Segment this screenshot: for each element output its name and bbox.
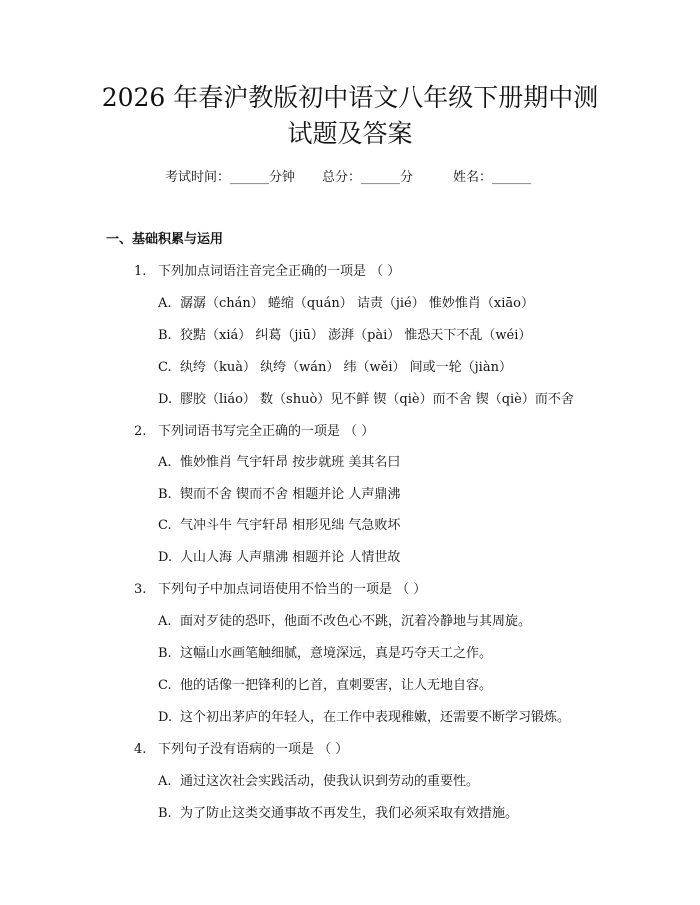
option-text: 面对歹徒的恐吓，他面不改色心不跳，沉着冷静地与其周旋。 (180, 614, 532, 629)
option-letter: D. (158, 710, 173, 725)
option-letter: B. (158, 646, 172, 661)
option-letter: C. (158, 360, 172, 375)
total-score-label: 总分：______分 (322, 170, 414, 185)
option-letter: D. (158, 550, 173, 565)
option-text: 这个初出茅庐的年轻人，在工作中表现稚嫩，还需要不断学习锻炼。 (180, 710, 571, 725)
option-letter: B. (158, 487, 172, 502)
option-letter: B. (158, 806, 172, 821)
question-4-option-b (158, 804, 518, 824)
question-number: 1. (134, 264, 147, 279)
option-text: 狡黠（xiá） 纠葛（jiū） 澎湃（pài） 惟恐天下不乱（wéi） (180, 328, 532, 343)
option-text: 锲而不舍 锲而不舍 相题并论 人声鼎沸 (180, 487, 401, 502)
student-name-label: 姓名：______ (453, 170, 532, 185)
question-3-option-d (158, 708, 570, 728)
question-number: 2. (134, 424, 147, 439)
question-1-option-a (158, 294, 534, 314)
question-4 (134, 740, 348, 760)
option-text: 这幅山水画笔触细腻，意境深远，真是巧夺天工之作。 (180, 646, 493, 661)
question-text: 下列句子没有语病的一项是 （ ） (158, 742, 349, 757)
page-title-line-2: 试题及答案 (287, 119, 413, 148)
option-letter: B. (158, 328, 172, 343)
option-text: 通过这次社会实践活动，使我认识到劳动的重要性。 (180, 774, 480, 789)
question-3-option-b (158, 644, 492, 664)
question-1 (134, 262, 400, 282)
question-4-option-a (158, 772, 479, 792)
option-letter: A. (158, 614, 172, 629)
question-1-option-d (158, 390, 574, 410)
option-text: 人山人海 人声鼎沸 相题并论 人情世故 (180, 550, 401, 565)
question-2-option-c (158, 516, 400, 536)
question-text: 下列句子中加点词语使用不恰当的一项是 （ ） (158, 582, 427, 597)
option-text: 惟妙惟肖 气宇轩昂 按步就班 美其名曰 (180, 455, 401, 470)
question-3-option-a (158, 612, 531, 632)
option-letter: A. (158, 296, 172, 311)
option-text: 他的话像一把锋利的匕首，直刺要害，让人无地自容。 (180, 678, 493, 693)
question-2 (134, 422, 374, 442)
question-2-option-b (158, 485, 400, 505)
question-1-option-c (158, 358, 512, 378)
page-title-line-1: 2026 年春沪教版初中语文八年级下册期中测 (101, 83, 599, 112)
question-text: 下列词语书写完全正确的一项是 （ ） (158, 424, 375, 439)
exam-time-label: 考试时间：______分钟 (165, 170, 296, 185)
question-text: 下列加点词语注音完全正确的一项是 （ ） (158, 264, 401, 279)
option-text: 膠胶（liáo） 数（shuò）见不鲜 锲（qiè）而不舍 锲（qiè）而不舍 (180, 392, 574, 407)
option-text: 气冲斗牛 气宇轩昂 相形见绌 气急败坏 (180, 518, 401, 533)
question-3-option-c (158, 676, 492, 696)
option-letter: A. (158, 774, 172, 789)
option-letter: C. (158, 678, 172, 693)
option-text: 为了防止这类交通事故不再发生，我们必须采取有效措施。 (180, 806, 519, 821)
section-heading-basics: 一、基础积累与运用 (106, 232, 224, 247)
question-1-option-b (158, 326, 531, 346)
option-letter: A. (158, 455, 172, 470)
question-2-option-a (158, 453, 400, 473)
option-text: 纨绔（kuà） 纨绔（wán） 纬（wěi） 间或一轮（jiàn） (180, 360, 512, 375)
question-2-option-d (158, 548, 400, 568)
option-letter: D. (158, 392, 173, 407)
question-number: 4. (134, 742, 147, 757)
option-text: 潺潺（chán） 蜷缩（quán） 诘责（jié） 惟妙惟肖（xiāo） (180, 296, 534, 311)
question-number: 3. (134, 582, 147, 597)
question-3 (134, 580, 426, 600)
option-letter: C. (158, 518, 172, 533)
